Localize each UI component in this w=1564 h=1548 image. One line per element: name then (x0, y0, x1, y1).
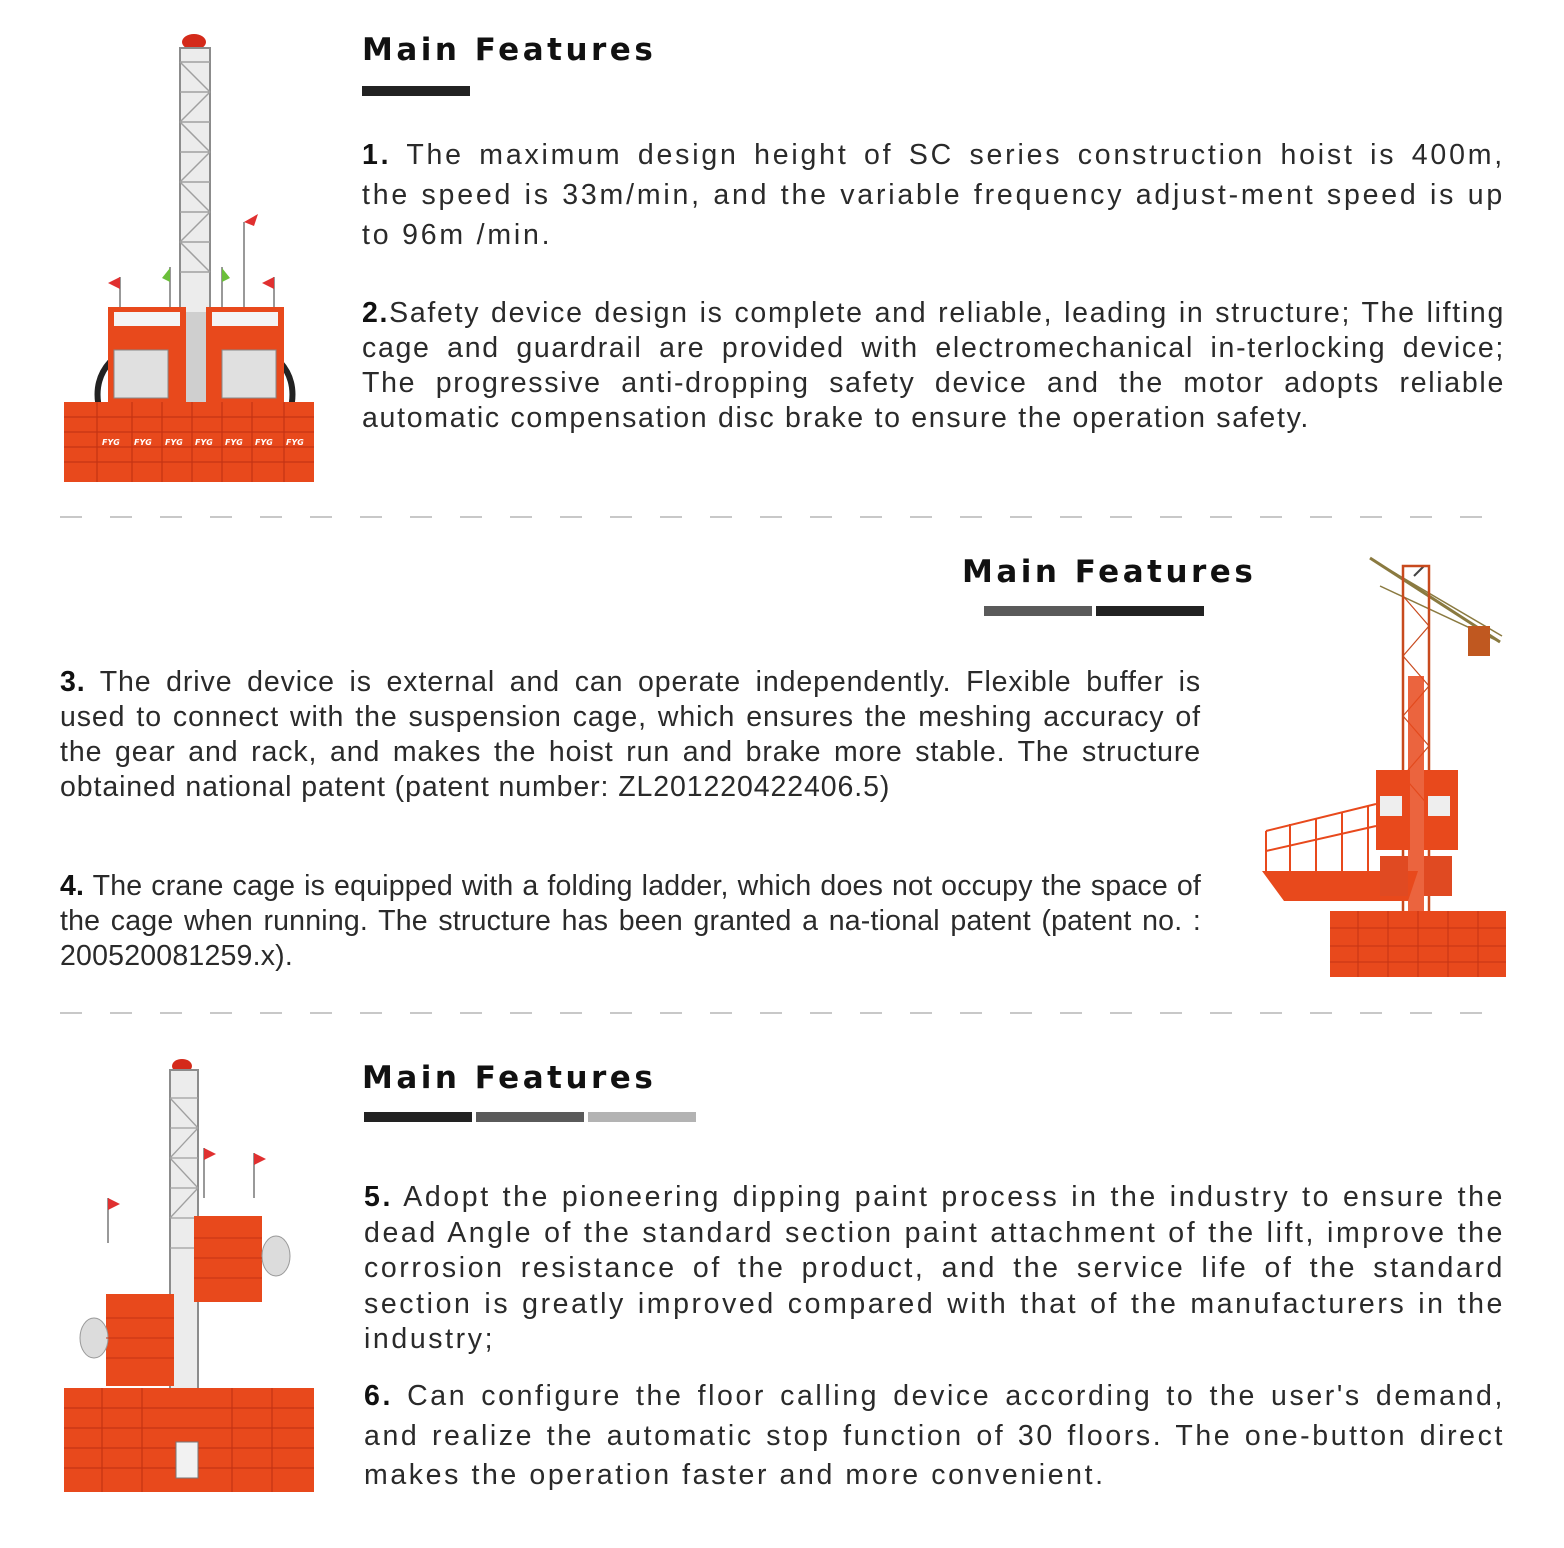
section-title: Main Features (362, 1060, 657, 1096)
section-divider (60, 1012, 1506, 1014)
cage-label: FYG (134, 438, 152, 447)
underline-bar-mid (984, 606, 1092, 616)
feature-number: 6. (364, 1380, 393, 1412)
feature-text: The maximum design height of SC series construction hoist is 400m, the speed is 33m/min, and the variable frequency adjust-ment speed is up to 96m /min. (362, 139, 1505, 251)
feature-item-5 (364, 1180, 1505, 1358)
tower-crane-image (1258, 556, 1506, 980)
underline-bar-dark (1096, 606, 1204, 616)
feature-text: Can configure the floor calling device according to the user's demand, and realize the automatic stop function of 30 floors. The one-button direct makes the operation faster and more convenient. (364, 1380, 1505, 1491)
feature-item-6 (364, 1377, 1505, 1496)
cage-label: FYG (195, 438, 213, 447)
feature-text: The crane cage is equipped with a folding ladder, which does not occupy the space of the cage when running. The structure has been granted a na-tional patent (patent no. : 200520081259.x). (60, 870, 1201, 972)
title-underline (362, 86, 470, 96)
section-title: Main Features (362, 32, 657, 68)
feature-item-3 (60, 665, 1201, 805)
construction-hoist-image-1 (62, 32, 316, 484)
feature-number: 1. (362, 139, 392, 171)
underline-bar-dark (364, 1112, 472, 1122)
section-title: Main Features (962, 554, 1257, 590)
underline-bar-mid (476, 1112, 584, 1122)
feature-number: 3. (60, 666, 86, 698)
feature-item-2 (362, 296, 1505, 436)
feature-text: Safety device design is complete and reliable, leading in structure; The lifting cage and guardrail are provided with electromechanical in-terlocking device; The progressive anti-dropping safety device and the motor adopts reliable automatic compensation disc brake to ensure the operation safety. (362, 297, 1505, 434)
feature-number: 4. (60, 870, 85, 902)
cage-label: FYG (165, 438, 183, 447)
cage-label: FYG (286, 438, 304, 447)
feature-number: 5. (364, 1181, 393, 1213)
feature-item-4 (60, 869, 1201, 974)
feature-text: The drive device is external and can operate independently. Flexible buffer is used to connect with the suspension cage, which ensures the meshing accuracy of the gear and rack, and makes the hoist run and brake more stable. The structure obtained national patent (patent number: ZL201220422406.5) (60, 666, 1201, 803)
feature-text: Adopt the pioneering dipping paint process in the industry to ensure the dead Angle of the standard section paint attachment of the lift, improve the corrosion resistance of the product, and the service life of the standard section is greatly improved compared with that of the manufacturers in the industry; (364, 1181, 1505, 1355)
underline-bar-dark (362, 86, 470, 96)
title-underline (984, 606, 1204, 616)
underline-bar-light (588, 1112, 696, 1122)
cage-label: FYG (225, 438, 243, 447)
feature-number: 2. (362, 297, 390, 329)
feature-item-1 (362, 135, 1505, 255)
cage-label: FYG (102, 438, 120, 447)
construction-hoist-image-2 (62, 1058, 316, 1494)
section-divider (60, 516, 1506, 518)
cage-label: FYG (255, 438, 273, 447)
title-underline (364, 1112, 696, 1122)
